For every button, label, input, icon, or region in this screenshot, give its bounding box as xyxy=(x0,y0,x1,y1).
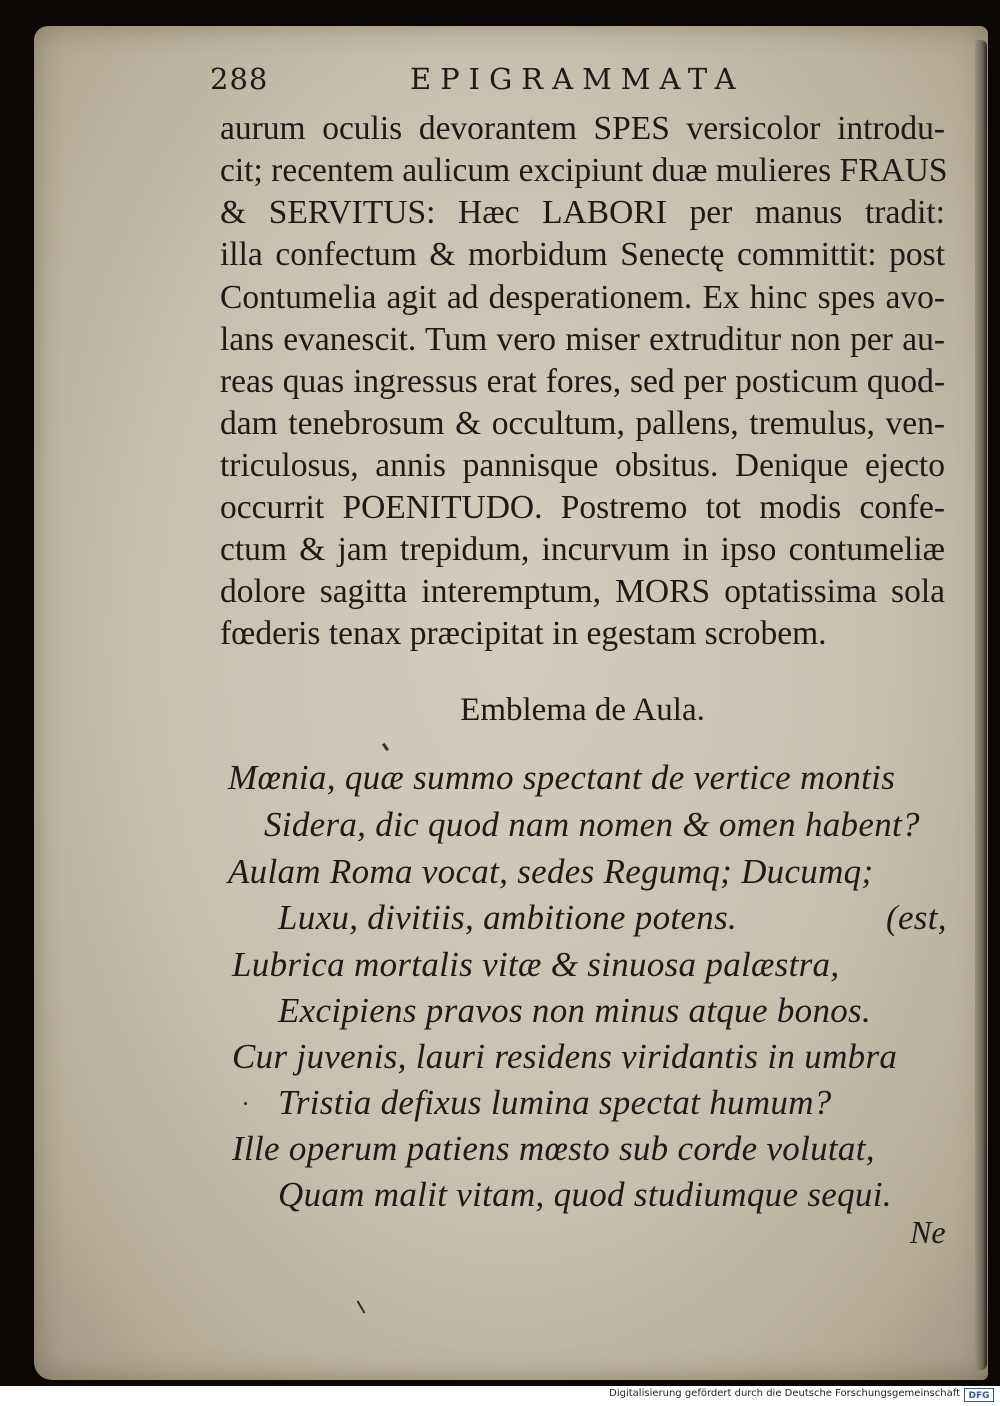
page-edge xyxy=(975,40,987,1370)
verse-line: Lubrica mortalis vitæ & sinuosa palæstra, xyxy=(232,945,840,984)
page-number: 288 xyxy=(210,62,269,96)
verse-line: Cur juvenis, lauri residens viridantis in umbra xyxy=(232,1037,898,1076)
dfg-logo: DFG xyxy=(964,1388,994,1402)
prose-line: & SERVITUS: Hæc LABORI per manus tradit: xyxy=(220,194,945,231)
verse-line: Excipiens pravos non minus atque bonos. xyxy=(278,991,872,1030)
prose-line: illa confectum & morbidum Senectę committit: post xyxy=(220,236,945,273)
prose-line: dam tenebrosum & occultum, pallens, tremulus, ven- xyxy=(220,405,945,442)
prose-line: fœderis tenax præcipitat in egestam scrobem. xyxy=(220,615,827,652)
verse-line: Quam malit vitam, quod studiumque sequi. xyxy=(278,1175,892,1214)
prose-line: occurrit POENITUDO. Postremo tot modis confe- xyxy=(220,489,945,526)
emblem-heading: Emblema de Aula. xyxy=(460,692,705,728)
footer-bar xyxy=(0,1386,1000,1406)
footer-credit: Digitalisierung gefördert durch die Deutsche Forschungsgemeinschaft xyxy=(609,1388,960,1399)
prose-line: reas quas ingressus erat fores, sed per posticum quod- xyxy=(220,363,945,400)
ink-speck xyxy=(244,1102,247,1105)
prose-line: ctum & jam trepidum, incurvum in ipso contumeliæ xyxy=(220,531,945,568)
verse-line: Aulam Roma vocat, sedes Regumq; Ducumq; xyxy=(228,852,874,891)
running-head: EPIGRAMMATA xyxy=(410,62,745,96)
prose-line: lans evanescit. Tum vero miser extruditur non per au- xyxy=(220,321,945,358)
verse-line: Ille operum patiens mœsto sub corde volutat, xyxy=(232,1129,875,1168)
prose-line: aurum oculis devorantem SPES versicolor introdu- xyxy=(220,110,945,147)
catchword: Ne xyxy=(910,1214,946,1250)
prose-line: triculosus, annis pannisque obsitus. Denique ejecto xyxy=(220,447,945,484)
verse-line-turnover: (est, xyxy=(886,898,947,937)
prose-line: Contumelia agit ad desperationem. Ex hinc spes avo- xyxy=(220,279,945,316)
prose-line: cit; recentem aulicum excipiunt duæ mulieres FRAUS xyxy=(220,152,948,189)
prose-line: dolore sagitta interemptum, MORS optatissima sola xyxy=(220,573,945,610)
verse-line: Mœnia, quæ summo spectant de vertice montis xyxy=(228,758,896,797)
verse-line: Sidera, dic quod nam nomen & omen habent? xyxy=(264,805,920,844)
verse-line: Luxu, divitiis, ambitione potens. xyxy=(278,898,738,937)
verse-line: Tristia defixus lumina spectat humum? xyxy=(278,1083,832,1122)
